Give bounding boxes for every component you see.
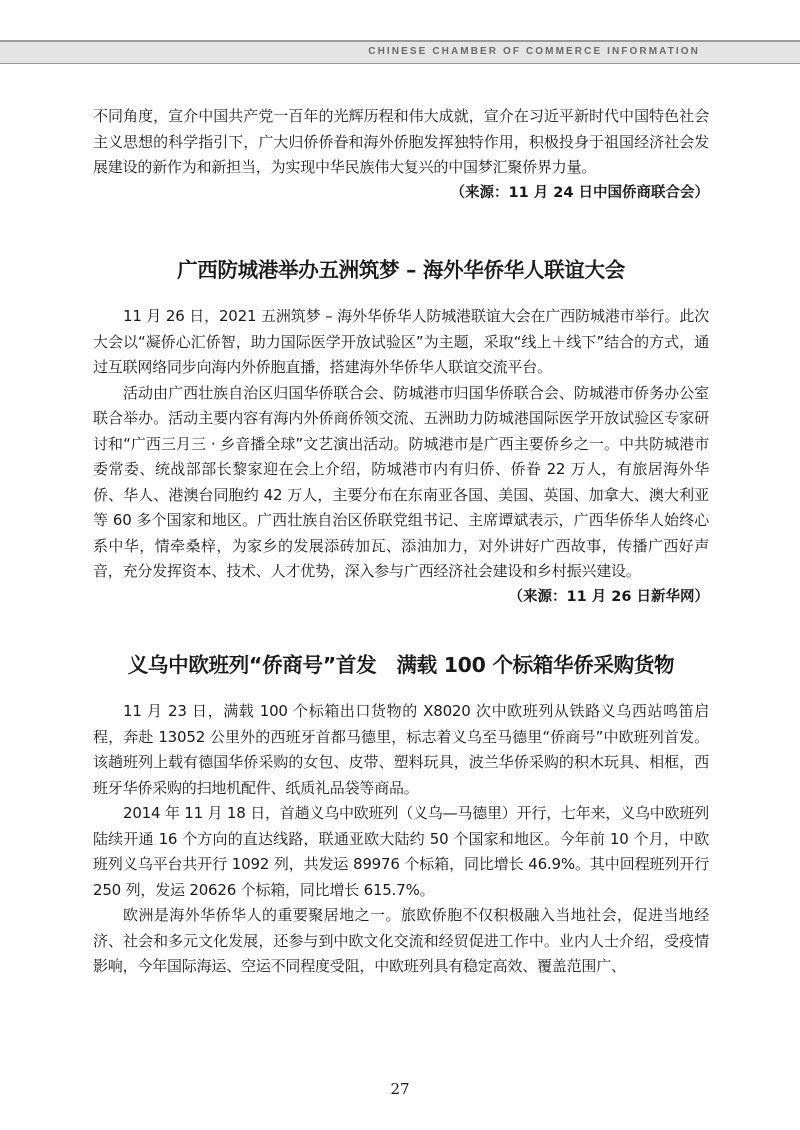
article-title: 义乌中欧班列“侨商号”首发 满载 100 个标箱华侨采购货物 — [127, 653, 675, 677]
article-paragraph: 11 月 23 日，满载 100 个标箱出口货物的 X8020 次中欧班列从铁路义乌西站鸣笛启程，奔赴 13052 公里外的西班牙首都马德里，标志着义乌至马德里“侨商号”中欧班列首发。该趟班列上载有德国华侨采购的女包、皮带、塑料玩具，波兰华侨采购的积木玩具、相框，西班牙华侨采购的扫地机配件、纸质礼品袋等商品。 — [93, 702, 709, 797]
article-title: 广西防城港举办五洲筑梦 – 海外华侨华人联谊大会 — [177, 258, 625, 282]
intro-source: （来源：11 月 24 日中国侨商联合会） — [450, 184, 709, 201]
article-paragraph: 活动由广西壮族自治区归国华侨联合会、防城港市归国华侨联合会、防城港市侨务办公室联合举办。活动主要内容有海内外侨商侨领交流、五洲助力防城港国际医学开放试验区专家研讨和“广西三月三 · 乡音播全球”文艺演出活动。防城港市是广西主要侨乡之一。中共防城港市委常委、统战部部长黎家迎在会上介绍，防城港市内有归侨、侨眷 22 万人，有旅居海外华侨、华人、港澳台同胞约 42 万人，主要分布在东南亚各国、美国、英国、加拿大、澳大利亚等 60 多个国家和地区。广西壮族自治区侨联党组书记、主席谭斌表示，广西华侨华人始终心系中华，情牵桑梓，为家乡的发展添砖加瓦、添油加力，对外讲好广西故事，传播广西好声音，充分发挥资本、技术、人才优势，深入参与广西经济社会建设和乡村振兴建设。 — [93, 383, 709, 580]
page-content — [93, 104, 709, 980]
article-paragraph: 2014 年 11 月 18 日，首趟义乌中欧班列（义乌—马德里）开行，七年来，义乌中欧班列陆续开通 16 个方向的直达线路，联通亚欧大陆约 50 个国家和地区。今年前 10 个月，中欧班列义乌平台共开行 1092 列，共发运 89976 个标箱，同比增长 46.9%。其中回程班列开行 250 列，发运 20626 个标箱，同比增长 615.7%。 — [93, 804, 709, 899]
intro-paragraph: 不同角度，宣介中国共产党一百年的光辉历程和伟大成就，宣介在习近平新时代中国特色社会主义思想的科学指引下，广大归侨侨眷和海外侨胞发挥独特作用，积极投身于祖国经济社会发展建设的新作为和新担当，为实现中华民族伟大复兴的中国梦汇聚侨界力量。 — [93, 107, 709, 176]
article-paragraph: 欧洲是海外华侨华人的重要聚居地之一。旅欧侨胞不仅积极融入当地社会，促进当地经济、社会和多元文化发展，还参与到中欧文化交流和经贸促进工作中。业内人士介绍，受疫情影响，今年国际海运、空运不同程度受阻，中欧班列具有稳定高效、覆盖范围广、 — [93, 906, 709, 975]
header-rule-bottom — [0, 63, 800, 64]
running-header: CHINESE CHAMBER OF COMMERCE INFORMATION — [368, 46, 700, 57]
header-rule-top — [0, 40, 800, 42]
article-paragraph: 11 月 26 日，2021 五洲筑梦 – 海外华侨华人防城港联谊大会在广西防城港市举行。此次大会以“凝侨心汇侨智，助力国际医学开放试验区”为主题，采取“线上＋线下”结合的方式，通过互联网络同步向海内外侨胞直播，搭建海外华侨华人联谊交流平台。 — [93, 307, 709, 376]
article-source: （来源：11 月 26 日新华网） — [508, 588, 709, 605]
page-number: 27 — [390, 1080, 410, 1098]
